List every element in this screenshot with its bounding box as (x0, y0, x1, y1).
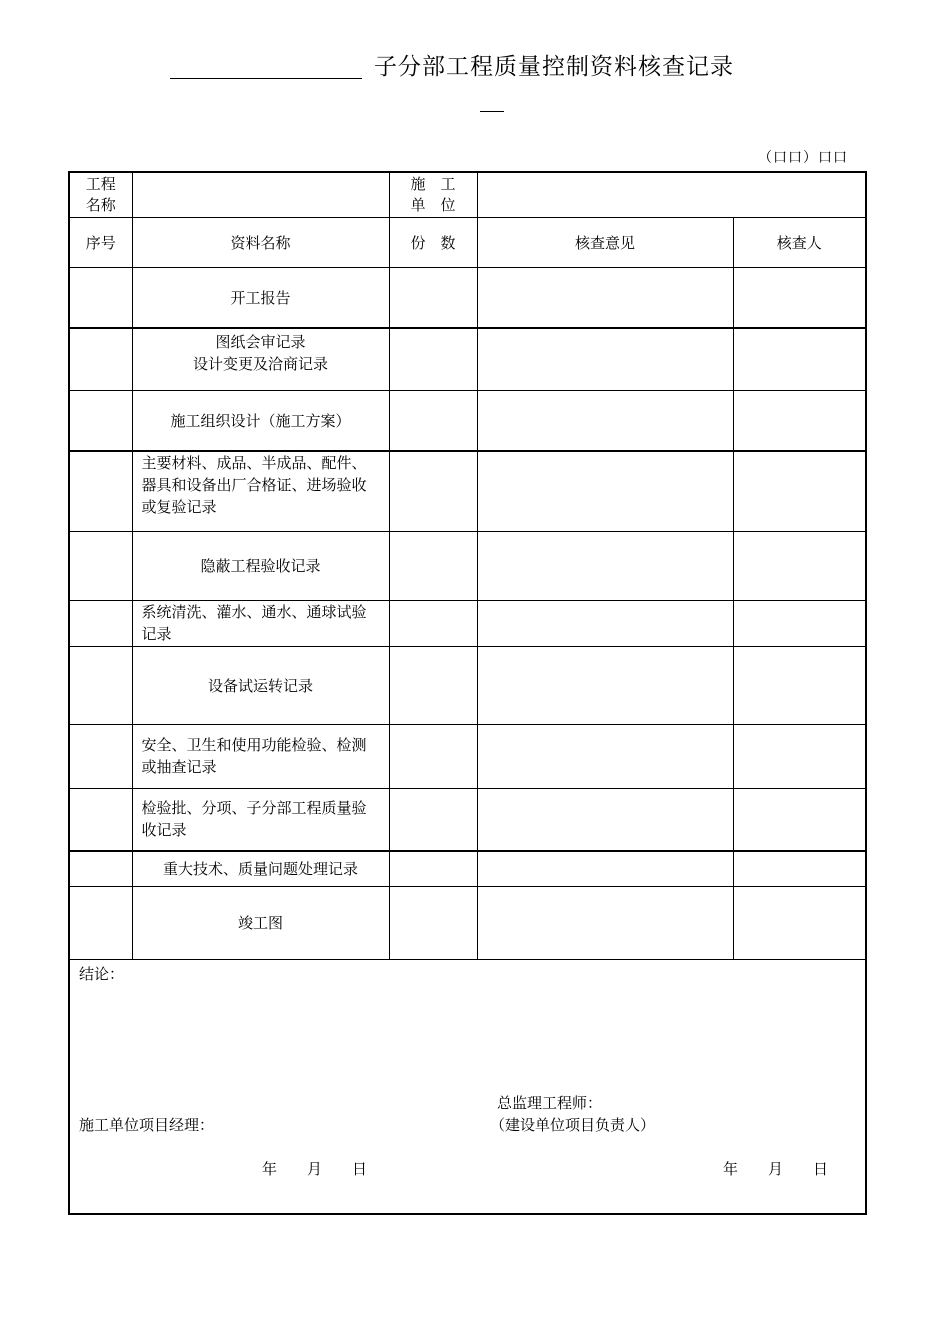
conclusion-row (69, 959, 866, 1214)
table-row (69, 600, 866, 646)
table-row (69, 390, 866, 451)
row-no[interactable] (69, 531, 132, 600)
form-code: （口口）口口 (758, 150, 848, 166)
row-item: 竣工图 (132, 886, 389, 959)
row-opinion[interactable] (477, 646, 733, 724)
table-row (69, 886, 866, 959)
table-row (69, 328, 866, 390)
row-checker[interactable] (733, 600, 866, 646)
col-header-opinion: 核查意见 (477, 217, 733, 267)
row-copies[interactable] (389, 724, 477, 788)
row-no[interactable] (69, 267, 132, 328)
table-row (69, 788, 866, 851)
row-opinion[interactable] (477, 267, 733, 328)
row-opinion[interactable] (477, 788, 733, 851)
check-record-table (68, 171, 867, 1215)
row-item: 重大技术、质量问题处理记录 (132, 851, 389, 886)
col-header-copies: 份 数 (389, 217, 477, 267)
row-checker[interactable] (733, 788, 866, 851)
row-copies[interactable] (389, 390, 477, 451)
table-row (69, 724, 866, 788)
row-item: 系统清洗、灌水、通水、通球试验记录 (132, 600, 389, 646)
col-header-no: 序号 (69, 217, 132, 267)
row-no[interactable] (69, 451, 132, 531)
row-copies[interactable] (389, 267, 477, 328)
table-row (69, 851, 866, 886)
title-blank-line (170, 78, 362, 79)
table-row (69, 451, 866, 531)
row-copies[interactable] (389, 328, 477, 390)
title-area (0, 44, 950, 84)
row-copies[interactable] (389, 646, 477, 724)
page-title: 子分部工程质量控制资料核查记录 (374, 54, 734, 80)
conclusion-cell[interactable] (69, 959, 866, 1214)
col-header-checker: 核查人 (733, 217, 866, 267)
row-opinion[interactable] (477, 724, 733, 788)
owner-rep-label: （建设单位项目负责人） (490, 1115, 656, 1134)
chief-supervisor-label: 总监理工程师： (497, 1093, 603, 1112)
row-checker[interactable] (733, 451, 866, 531)
row-no[interactable] (69, 851, 132, 886)
table-row (69, 646, 866, 724)
row-checker[interactable] (733, 328, 866, 390)
header-row (69, 217, 866, 267)
row-no[interactable] (69, 328, 132, 390)
row-copies[interactable] (389, 600, 477, 646)
row-no[interactable] (69, 646, 132, 724)
row-copies[interactable] (389, 886, 477, 959)
row-opinion[interactable] (477, 600, 733, 646)
project-name-field[interactable] (132, 172, 389, 217)
info-row (69, 172, 866, 217)
row-item: 施工组织设计（施工方案） (132, 390, 389, 451)
row-item: 检验批、分项、子分部工程质量验收记录 (132, 788, 389, 851)
contractor-label-line1: 施 工 (410, 174, 456, 193)
row-checker[interactable] (733, 267, 866, 328)
contractor-label-line2: 单 位 (410, 195, 456, 214)
row-opinion[interactable] (477, 390, 733, 451)
row-opinion[interactable] (477, 451, 733, 531)
row-checker[interactable] (733, 390, 866, 451)
row-opinion[interactable] (477, 328, 733, 390)
row-item: 图纸会审记录 设计变更及洽商记录 (132, 328, 389, 390)
row-opinion[interactable] (477, 851, 733, 886)
row-item: 安全、卫生和使用功能检验、检测或抽查记录 (132, 724, 389, 788)
row-item: 开工报告 (132, 267, 389, 328)
row-opinion[interactable] (477, 531, 733, 600)
date-left: 年 月 日 (262, 1159, 368, 1178)
row-copies[interactable] (389, 851, 477, 886)
date-right: 年 月 日 (723, 1159, 829, 1178)
row-item: 隐蔽工程验收记录 (132, 531, 389, 600)
row-checker[interactable] (733, 724, 866, 788)
row-no[interactable] (69, 886, 132, 959)
contractor-label (389, 172, 477, 217)
row-opinion[interactable] (477, 886, 733, 959)
row-copies[interactable] (389, 451, 477, 531)
row-copies[interactable] (389, 531, 477, 600)
row-checker[interactable] (733, 531, 866, 600)
row-item: 主要材料、成品、半成品、配件、器具和设备出厂合格证、进场验收或复验记录 (132, 451, 389, 531)
contractor-field[interactable] (477, 172, 866, 217)
project-name-label: 工程 名称 (69, 172, 132, 217)
row-checker[interactable] (733, 886, 866, 959)
row-no[interactable] (69, 788, 132, 851)
row-no[interactable] (69, 600, 132, 646)
conclusion-label: 结论： (79, 964, 125, 983)
row-item: 设备试运转记录 (132, 646, 389, 724)
table-row (69, 267, 866, 328)
col-header-item: 资料名称 (132, 217, 389, 267)
row-no[interactable] (69, 390, 132, 451)
title-dash (480, 111, 504, 112)
row-checker[interactable] (733, 646, 866, 724)
row-no[interactable] (69, 724, 132, 788)
row-copies[interactable] (389, 788, 477, 851)
table-row (69, 531, 866, 600)
contractor-pm-label: 施工单位项目经理： (79, 1115, 215, 1134)
row-checker[interactable] (733, 851, 866, 886)
